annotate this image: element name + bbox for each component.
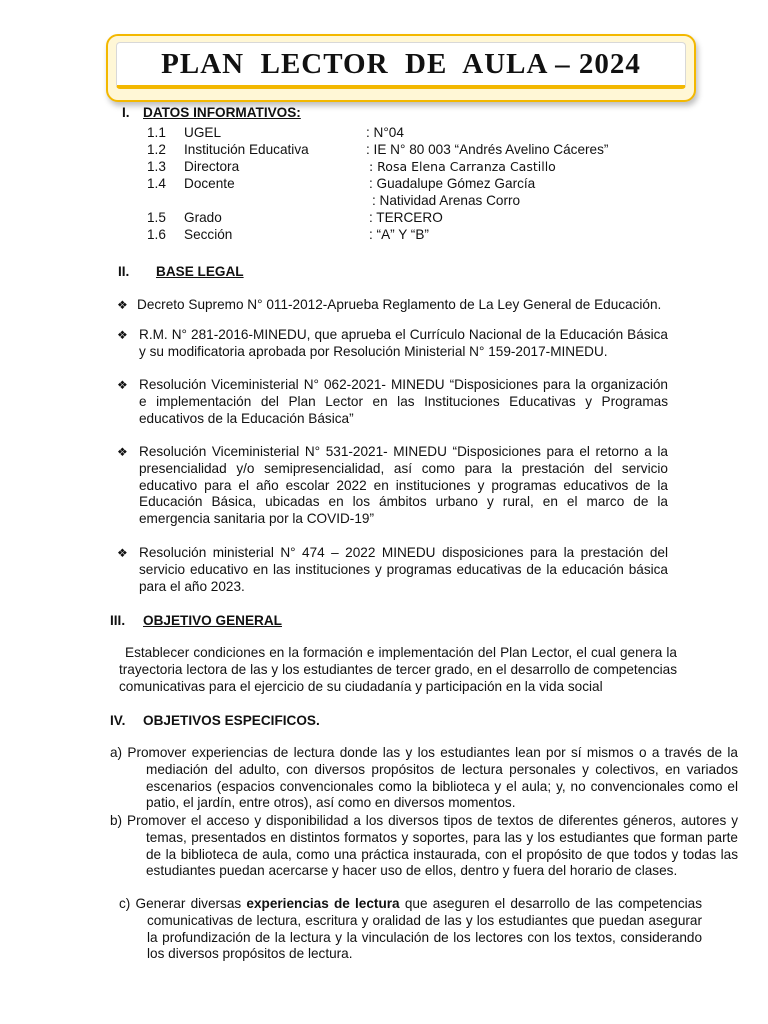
datos-label: Institución Educativa — [184, 142, 309, 157]
bullet-icon: ❖ — [117, 546, 128, 560]
datos-num: 1.3 — [147, 159, 166, 174]
legal-item: Resolución ministerial N° 474 – 2022 MINEDU disposiciones para la prestación del servicio educativo en las instituciones y programas educativas de la educación básica para el año 2023. — [139, 545, 668, 594]
datos-num: 1.5 — [147, 210, 166, 225]
datos-value: : Rosa Elena Carranza Castillo — [369, 159, 556, 174]
datos-value: : TERCERO — [369, 210, 443, 225]
section-iv-heading: OBJETIVOS ESPECIFICOS. — [143, 713, 320, 728]
legal-item: Resolución Viceministerial N° 062-2021- MINEDU “Disposiciones para la organización e implementación del Plan Lector en las Instituciones Educativas y Programas educativos de la Educación Básica” — [139, 377, 668, 426]
datos-num: 1.4 — [147, 176, 166, 191]
objetivo-item-c-prefix: c) Generar diversas — [119, 896, 247, 911]
objetivo-item-a: a) Promover experiencias de lectura donde las y los estudiantes lean por sí mismos o a través de la mediación del adulto, con diversos propósitos de lectura personales y colectivos, en variados escenarios (espacios convencionales como la biblioteca y el aula; y, no convencionales como el patio, el jardín, entre otros), así como en diversos momentos. — [110, 745, 738, 811]
datos-value: : “A” Y “B” — [369, 227, 429, 242]
datos-label: UGEL — [184, 125, 222, 140]
section-iii-heading: OBJETIVO GENERAL — [143, 613, 282, 628]
bullet-icon: ❖ — [117, 378, 128, 392]
objetivo-item-c-highlight: experiencias de lectura — [246, 896, 400, 911]
legal-item: Decreto Supremo N° 011-2012-Aprueba Reglamento de La Ley General de Educación. — [137, 297, 662, 312]
objetivo-item-b: b) Promover el acceso y disponibilidad a los diversos tipos de textos de diferentes géneros, autores y temas, presentados en distintos formatos y soportes, para las y los estudiantes que forman parte de la biblioteca de aula, como una práctica instaurada, con el propósito de que todos y todas las estudiantes puedan acercarse y hacer uso de ellos, dentro y fuera del horario de clases. — [110, 813, 738, 879]
objetivo-general-text: Establecer condiciones en la formación e implementación del Plan Lector, el cual genera la trayectoria lectora de las y los estudiantes de tercer grado, en el desarrollo de competencias comunicativas para el ejercicio de su ciudadanía y participación en la vida social — [119, 645, 677, 694]
datos-label: Directora — [184, 159, 240, 174]
title-frame — [106, 34, 696, 102]
legal-item: R.M. N° 281-2016-MINEDU, que aprueba el Currículo Nacional de la Educación Básica y su modificatoria aprobada por Resolución Ministerial N° 159-2017-MINEDU. — [139, 327, 668, 359]
section-ii-heading: BASE LEGAL — [156, 264, 244, 279]
title-box — [116, 42, 686, 89]
section-iv-number: IV. — [110, 713, 126, 728]
section-ii-number: II. — [118, 264, 130, 279]
datos-value: : Natividad Arenas Corro — [372, 193, 521, 208]
page-title: PLAN LECTOR DE AULA – 2024 — [161, 47, 641, 80]
objetivo-item-c-rest: que aseguren el desarrollo de las competencias comunicativas de lectura, escritura y oralidad de las y los estudiantes que puedan asegurar la profundización de la lectura y la vinculación de los lectores con los textos, considerando los diversos propósitos de lectura. — [147, 896, 703, 962]
bullet-icon: ❖ — [117, 445, 128, 459]
datos-label: Sección — [184, 227, 233, 242]
datos-num: 1.1 — [147, 125, 166, 140]
datos-num: 1.2 — [147, 142, 166, 157]
datos-num: 1.6 — [147, 227, 166, 242]
datos-label: Docente — [184, 176, 235, 191]
objetivo-item-c — [119, 896, 702, 963]
bullet-icon: ❖ — [117, 328, 128, 342]
datos-label: Grado — [184, 210, 222, 225]
legal-item: Resolución Viceministerial N° 531-2021- MINEDU “Disposiciones para el retorno a la presencialidad y/o semipresencialidad, así como para la prestación del servicio educativo para el año escolar 2022 en instituciones y programas educativos de la Educación Básica, ubicadas en los ámbitos urbano y rural, en el marco de la emergencia sanitaria por la COVID-19” — [139, 444, 668, 527]
section-iii-number: III. — [110, 613, 126, 628]
datos-value: : N°04 — [366, 125, 404, 140]
datos-value: : IE N° 80 003 “Andrés Avelino Cáceres” — [366, 142, 609, 157]
datos-value: : Guadalupe Gómez García — [369, 176, 536, 191]
section-i-number: I. — [122, 105, 130, 120]
section-i-heading: DATOS INFORMATIVOS: — [143, 105, 301, 120]
bullet-icon: ❖ — [117, 298, 128, 312]
